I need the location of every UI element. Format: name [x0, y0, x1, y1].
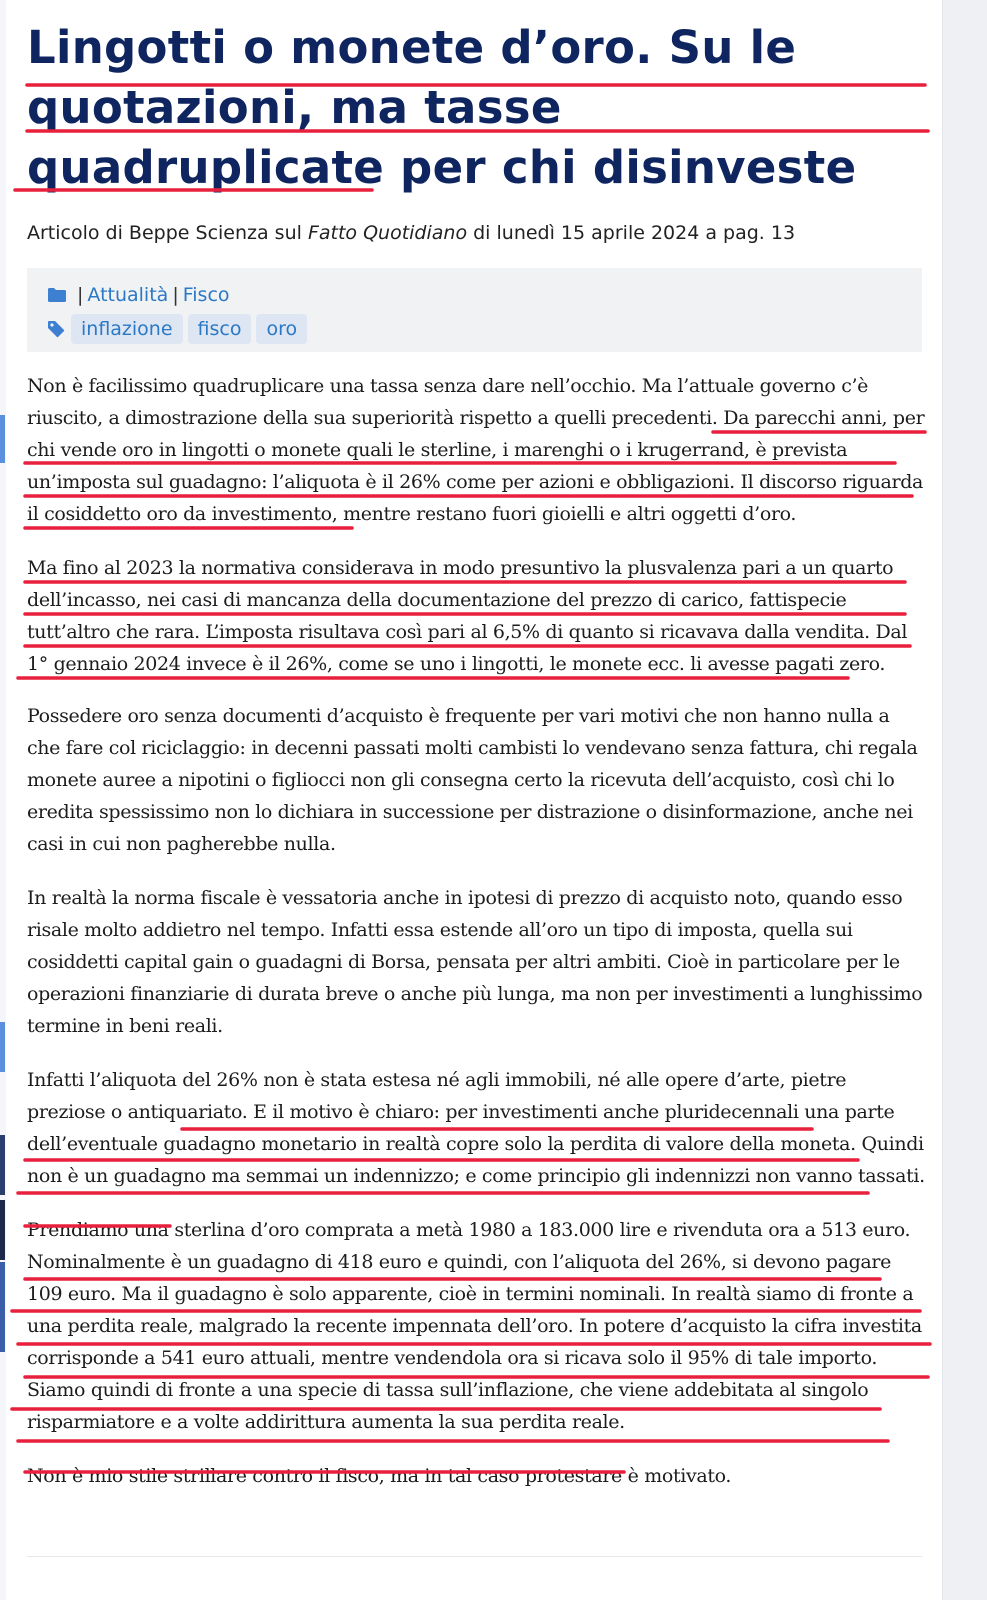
article-paragraph: In realtà la norma fiscale è vessatoria anche in ipotesi di prezzo di acquisto noto, quando esso risale molto addietro nel tempo. Infatti essa estende all’oro un tipo di imposta, quella sui cosiddetti capital gain o guadagni di Borsa, pensata per altri ambiti. Cioè in particolare per le operazioni finanziarie di durata breve o anche più lunga, ma non per investimenti a lunghissimo termine in beni reali. — [27, 887, 923, 1037]
left-gutter — [0, 0, 6, 1600]
article-paragraph: Infatti l’aliquota del 26% non è stata estesa né agli immobili, né alle opere d’arte, pietre preziose o antiquariato. E il motivo è chiaro: per investimenti anche pluridecennali una parte dell’eventuale guadagno monetario in realtà copre solo la perdita di valore della moneta. Quindi non è un guadagno ma semmai un indennizzo; e come principio gli indennizzi non vanno tassati. — [27, 1069, 925, 1187]
tag-fisco[interactable]: fisco — [188, 314, 252, 344]
article-title: Lingotti o monete d’oro. Su le quotazioni, ma tasse quadruplicate per chi disinveste — [27, 21, 857, 194]
category-row — [47, 282, 922, 308]
article-paragraph: Possedere oro senza documenti d’acquisto è frequente per vari motivi che non hanno nulla a che fare col riciclaggio: in decenni passati molti cambisti lo vendevano senza fattura, chi regala monete auree a nipotini o figliocci non gli consegna certo la ricevuta dell’acquisto, così chi lo eredita spessissimo non lo dichiara in successione per distrazione o disinformazione, anche nei casi in cui non pagherebbe nulla. — [27, 705, 918, 855]
tag-oro[interactable]: oro — [256, 314, 307, 344]
category-separator: | — [172, 284, 179, 306]
gutter-marker — [0, 415, 5, 463]
article-paragraph: Non è facilissimo quadruplicare una tassa senza dare nell’occhio. Ma l’attuale governo c’è riuscito, a dimostrazione della sua superiorità rispetto a quelli precedenti. Da parecchi anni, per chi vende oro in lingotti o monete quali le sterline, i marenghi o i krugerrand, è prevista un’imposta sul guadagno: l’aliquota è il 26% come per azioni e obbligazioni. Il discorso riguarda il cosiddetto oro da investimento, mentre restano fuori gioielli e altri oggetti d’oro. — [27, 375, 925, 525]
tag-inflazione[interactable]: inflazione — [71, 314, 183, 344]
newspaper-name: Fatto Quotidiano — [307, 222, 468, 244]
tag-icon — [47, 320, 65, 338]
gutter-marker — [0, 1022, 5, 1072]
category-separator: | — [77, 284, 84, 306]
bottom-divider — [27, 1556, 922, 1557]
article-paragraph: Prendiamo una sterlina d’oro comprata a metà 1980 a 183.000 lire e rivenduta ora a 513 euro. Nominalmente è un guadagno di 418 euro e quindi, con l’aliquota del 26%, si devono pagare 109 euro. Ma il guadagno è solo apparente, cioè in termini nominali. In realtà siamo di fronte a una perdita reale, malgrado la recente impennata dell’oro. In potere d’acquisto la cifra investita corrisponde a 541 euro attuali, mentre vendendola ora si ricava solo il 95% di tale importo. Siamo quindi di fronte a una specie di tassa sull’inflazione, che viene addebitata al singolo risparmiatore e a volte addirittura aumenta la sua perdita reale. — [27, 1219, 922, 1433]
article-paragraph: Non è mio stile strillare contro il fisco, ma in tal caso protestare è motivato. — [27, 1465, 732, 1487]
article-meta-box — [27, 268, 922, 352]
right-scroll-gutter[interactable] — [942, 0, 987, 1600]
article-paragraph: Ma fino al 2023 la normativa considerava in modo presuntivo la plusvalenza pari a un quarto dell’incasso, nei casi di mancanza della documentazione del prezzo di carico, fattispecie tutt’altro che rara. L’imposta risultava così pari al 6,5% di quanto si ricavava dalla vendita. Dal 1° gennaio 2024 invece è il 26%, come se uno i lingotti, le monete ecc. li avesse pagati zero. — [27, 557, 908, 675]
category-link-fisco[interactable]: Fisco — [182, 284, 230, 306]
article-byline — [27, 222, 795, 244]
category-link-attualita[interactable]: Attualità — [87, 284, 169, 306]
article-body — [27, 370, 927, 1514]
gutter-marker — [0, 1200, 5, 1260]
gutter-marker — [0, 1135, 5, 1195]
byline-suffix: di lunedì 15 aprile 2024 a pag. 13 — [467, 222, 796, 244]
byline-prefix: Articolo di Beppe Scienza sul — [27, 222, 308, 244]
folder-icon — [47, 287, 67, 303]
gutter-marker — [0, 1262, 5, 1352]
tag-row — [47, 314, 922, 344]
